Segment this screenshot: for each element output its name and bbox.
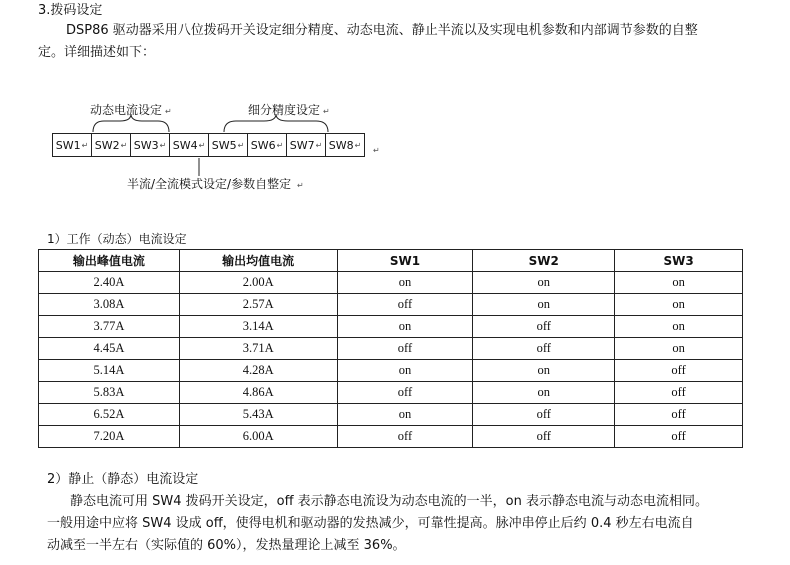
cell-sw2: on [473, 382, 615, 404]
subsection-1-title: 1）工作（动态）电流设定 [47, 232, 187, 246]
cell-sw3: on [615, 338, 743, 360]
header-peak-current: 输出峰值电流 [39, 250, 180, 272]
microstep-bracket [224, 114, 328, 132]
cell-peak: 3.77A [39, 316, 180, 338]
cell-peak: 6.52A [39, 404, 180, 426]
switch-sw3: SW3↵ [130, 133, 170, 157]
cell-peak: 5.83A [39, 382, 180, 404]
cell-avg: 2.00A [179, 272, 337, 294]
current-setting-table [38, 249, 743, 448]
cell-peak: 5.14A [39, 360, 180, 382]
paragraph-mark-icon: ↵ [323, 107, 330, 116]
cell-avg: 2.57A [179, 294, 337, 316]
table-row [39, 316, 743, 338]
dip-switch-row [52, 133, 365, 158]
header-sw1: SW1 [337, 250, 473, 272]
section-title: 3.拨码设定 [38, 3, 103, 18]
table-row [39, 404, 743, 426]
cell-sw3: on [615, 272, 743, 294]
table-row [39, 294, 743, 316]
cell-peak: 4.45A [39, 338, 180, 360]
cell-sw2: on [473, 294, 615, 316]
intro-line-1: DSP86 驱动器采用八位拨码开关设定细分精度、动态电流、静止半流以及实现电机参数和内部调节参数的自整 [66, 23, 698, 38]
cell-peak: 7.20A [39, 426, 180, 448]
subsection-2-title: 2）静止（静态）电流设定 [47, 472, 199, 487]
header-sw3: SW3 [615, 250, 743, 272]
table-row [39, 272, 743, 294]
header-avg-current: 输出均值电流 [179, 250, 337, 272]
sw4-function-label: 半流/全流模式设定/参数自整定 [127, 177, 292, 191]
intro-line-2: 定。详细描述如下： [38, 45, 156, 60]
switch-sw2: SW2↵ [91, 133, 131, 157]
cell-sw2: off [473, 338, 615, 360]
cell-peak: 2.40A [39, 272, 180, 294]
cell-avg: 3.71A [179, 338, 337, 360]
header-sw2: SW2 [473, 250, 615, 272]
switch-sw1: SW1↵ [52, 133, 92, 157]
cell-peak: 3.08A [39, 294, 180, 316]
cell-avg: 3.14A [179, 316, 337, 338]
cell-sw2: off [473, 316, 615, 338]
cell-sw3: off [615, 360, 743, 382]
switch-sw7: SW7↵ [286, 133, 326, 157]
switch-sw5: SW5↵ [208, 133, 248, 157]
paragraph-mark-icon: ↵ [165, 107, 172, 116]
microstep-group-label: 细分精度设定 [248, 103, 321, 117]
cell-sw1: off [337, 382, 473, 404]
cell-sw2: off [473, 404, 615, 426]
paragraph-mark-icon: ↵ [297, 181, 304, 190]
cell-sw1: off [337, 426, 473, 448]
cell-avg: 5.43A [179, 404, 337, 426]
paragraph-2-line-2: 一般用途中应将 SW4 设成 off，使得电机和驱动器的发热减少，可靠性提高。脉冲串停止后约 0.4 秒左右电流自 [47, 516, 694, 531]
cell-sw3: off [615, 404, 743, 426]
paragraph-2-line-3: 动减至一半左右（实际值的 60%），发热量理论上减至 36%。 [47, 538, 406, 553]
cell-sw1: on [337, 316, 473, 338]
paragraph-mark-icon: ↵ [373, 146, 380, 155]
cell-sw1: on [337, 272, 473, 294]
table-row [39, 426, 743, 448]
cell-avg: 6.00A [179, 426, 337, 448]
dynamic-current-group-label: 动态电流设定 [90, 103, 163, 117]
group-brackets [0, 0, 790, 200]
cell-avg: 4.28A [179, 360, 337, 382]
switch-sw6: SW6↵ [247, 133, 287, 157]
cell-sw1: on [337, 360, 473, 382]
cell-avg: 4.86A [179, 382, 337, 404]
cell-sw2: on [473, 360, 615, 382]
table-header-row [39, 250, 743, 272]
cell-sw3: off [615, 426, 743, 448]
table-row [39, 338, 743, 360]
cell-sw2: on [473, 272, 615, 294]
switch-sw4: SW4↵ [169, 133, 209, 157]
cell-sw1: off [337, 338, 473, 360]
switch-sw8: SW8↵ [325, 133, 365, 157]
cell-sw3: on [615, 294, 743, 316]
cell-sw1: off [337, 294, 473, 316]
cell-sw3: on [615, 316, 743, 338]
paragraph-2-line-1: 静态电流可用 SW4 拨码开关设定，off 表示静态电流设为动态电流的一半，on 表示静态电流与动态电流相同。 [70, 494, 709, 509]
cell-sw3: off [615, 382, 743, 404]
cell-sw2: off [473, 426, 615, 448]
cell-sw1: on [337, 404, 473, 426]
table-row [39, 360, 743, 382]
dynamic-bracket [93, 114, 169, 132]
table-row [39, 382, 743, 404]
